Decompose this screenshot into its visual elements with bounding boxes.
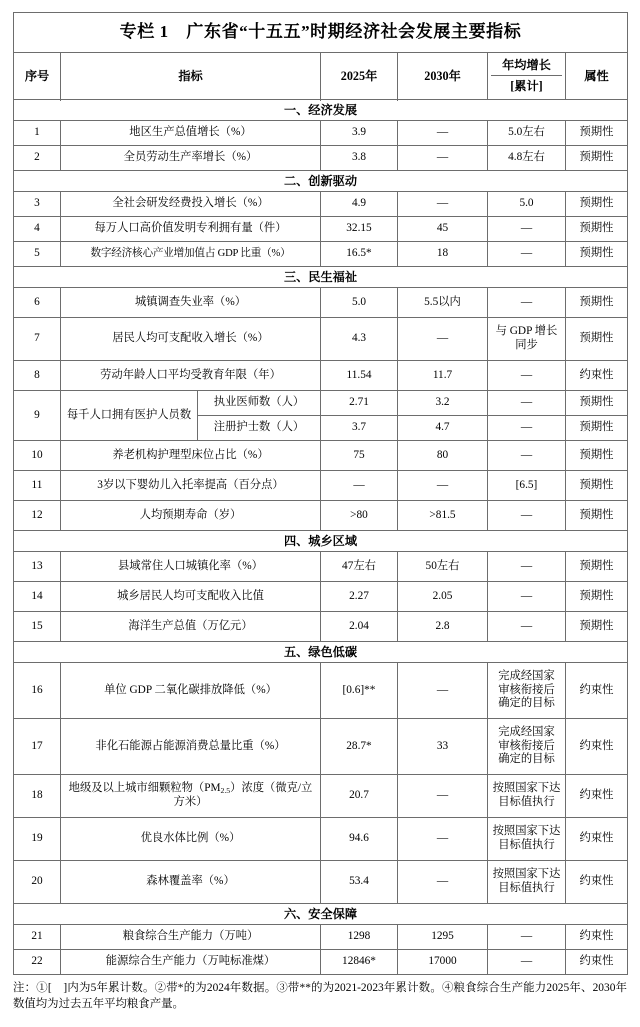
row-attribute: 约束性: [566, 925, 628, 950]
column-header-growth: [488, 53, 566, 100]
row-attribute: 预期性: [566, 288, 628, 318]
growth-line-1: 完成经国家: [498, 725, 555, 738]
column-header-growth-top: 年均增长: [491, 55, 562, 76]
row-number: 10: [14, 441, 61, 471]
row-value-growth: —: [488, 361, 566, 391]
row-value-2025: 4.9: [321, 192, 398, 217]
row-attribute: 预期性: [566, 612, 628, 642]
row-attribute: 约束性: [566, 861, 628, 904]
row-value-growth: —: [488, 391, 566, 416]
indicator-text-pre: 地级及以上城市细颗粒物（PM: [68, 782, 221, 795]
row-value-2025: 47左右: [321, 552, 398, 582]
row-number: 11: [14, 471, 61, 501]
row-value-2030: 17000: [398, 950, 488, 975]
row-value-growth: 5.0左右: [488, 121, 566, 146]
growth-line-1: 按照国家下达: [492, 782, 561, 795]
row-value-2025: 32.15: [321, 217, 398, 242]
row-value-2025: 3.7: [321, 416, 398, 441]
row-number: 21: [14, 925, 61, 950]
row-indicator: 养老机构护理型床位占比（%）: [61, 441, 321, 471]
growth-line-1: 完成经国家: [498, 669, 555, 682]
row-attribute: 约束性: [566, 719, 628, 775]
row-value-2030: —: [398, 663, 488, 719]
growth-line-2: 审核衔接后: [498, 683, 555, 696]
section-heading-1: 一、经济发展: [14, 100, 628, 121]
table-row: [14, 192, 628, 217]
row-value-2030: 80: [398, 441, 488, 471]
row-number: 3: [14, 192, 61, 217]
section-header-row: [14, 100, 628, 121]
table-row: [14, 361, 628, 391]
row-number: 20: [14, 861, 61, 904]
row-indicator: 优良水体比例（%）: [61, 818, 321, 861]
row-value-2025: 2.04: [321, 612, 398, 642]
row-number: 15: [14, 612, 61, 642]
row-value-2025: 5.0: [321, 288, 398, 318]
section-heading-2: 二、创新驱动: [14, 171, 628, 192]
row-value-2025: 16.5*: [321, 242, 398, 267]
row-attribute: 约束性: [566, 818, 628, 861]
row-sub-indicator: 注册护士数（人）: [198, 416, 321, 441]
row-value-growth: —: [488, 552, 566, 582]
row-indicator: 数字经济核心产业增加值占 GDP 比重（%）: [61, 242, 321, 267]
row-indicator: 人均预期寿命（岁）: [61, 501, 321, 531]
column-header-attribute: 属性: [566, 53, 628, 100]
row-number: 13: [14, 552, 61, 582]
section-header-row: [14, 904, 628, 925]
page-title: 专栏 1 广东省“十五五”时期经济社会发展主要指标: [14, 13, 628, 53]
row-attribute: 约束性: [566, 950, 628, 975]
row-number: 16: [14, 663, 61, 719]
header-row: [14, 53, 628, 100]
table-row: [14, 146, 628, 171]
column-header-indicator: 指标: [61, 53, 321, 100]
row-value-growth: —: [488, 925, 566, 950]
row-indicator: [61, 775, 321, 818]
row-value-2025: 94.6: [321, 818, 398, 861]
row-number: 2: [14, 146, 61, 171]
row-number: 14: [14, 582, 61, 612]
row-value-growth: [488, 861, 566, 904]
row-value-2030: —: [398, 818, 488, 861]
row-attribute: 约束性: [566, 775, 628, 818]
row-value-2025: 3.9: [321, 121, 398, 146]
growth-line-1: 与 GDP 增长: [495, 325, 558, 338]
column-header-seq: 序号: [14, 53, 61, 100]
growth-line-2: 目标值执行: [498, 796, 555, 808]
row-value-2025: 2.71: [321, 391, 398, 416]
row-attribute: 预期性: [566, 441, 628, 471]
row-value-growth: [488, 719, 566, 775]
row-value-2030: 4.7: [398, 416, 488, 441]
row-number: 8: [14, 361, 61, 391]
row-attribute: 预期性: [566, 121, 628, 146]
row-value-2030: —: [398, 146, 488, 171]
row-value-2025: 20.7: [321, 775, 398, 818]
section-header-row: [14, 171, 628, 192]
section-header-row: [14, 531, 628, 552]
row-sub-indicator: 执业医师数（人）: [198, 391, 321, 416]
row-value-growth: —: [488, 950, 566, 975]
section-heading-4: 四、城乡区域: [14, 531, 628, 552]
table-row: [14, 441, 628, 471]
row-value-growth: [488, 663, 566, 719]
row-indicator: 粮食综合生产能力（万吨）: [61, 925, 321, 950]
table-row: [14, 818, 628, 861]
table-row: [14, 950, 628, 975]
row-value-2025: 11.54: [321, 361, 398, 391]
row-value-2030: 18: [398, 242, 488, 267]
row-attribute: 预期性: [566, 242, 628, 267]
row-indicator: 3岁以下婴幼儿入托率提高（百分点）: [61, 471, 321, 501]
row-number: 5: [14, 242, 61, 267]
column-header-year-2030: 2030年: [398, 53, 488, 100]
row-indicator: 森林覆盖率（%）: [61, 861, 321, 904]
row-value-growth: —: [488, 217, 566, 242]
row-number: 4: [14, 217, 61, 242]
growth-line-1: 按照国家下达: [492, 825, 561, 838]
row-number: 1: [14, 121, 61, 146]
row-attribute: 预期性: [566, 192, 628, 217]
row-value-2030: 33: [398, 719, 488, 775]
table-title-row: [14, 13, 628, 53]
row-indicator-group: 每千人口拥有医护人员数: [61, 391, 198, 441]
row-value-2030: —: [398, 861, 488, 904]
row-value-growth: —: [488, 582, 566, 612]
row-value-2025: 53.4: [321, 861, 398, 904]
row-indicator: 每万人口高价值发明专利拥有量（件）: [61, 217, 321, 242]
table-row: [14, 775, 628, 818]
table-row: [14, 501, 628, 531]
row-indicator: 海洋生产总值（万亿元）: [61, 612, 321, 642]
row-value-growth: 4.8左右: [488, 146, 566, 171]
row-indicator: 城镇调查失业率（%）: [61, 288, 321, 318]
row-indicator: 地区生产总值增长（%）: [61, 121, 321, 146]
row-indicator: 单位 GDP 二氧化碳排放降低（%）: [61, 663, 321, 719]
row-indicator: 全员劳动生产率增长（%）: [61, 146, 321, 171]
row-value-2025: 4.3: [321, 318, 398, 361]
table-row: [14, 663, 628, 719]
row-number: 9: [14, 391, 61, 441]
row-value-2030: —: [398, 192, 488, 217]
table-row: [14, 582, 628, 612]
row-value-2030: 2.05: [398, 582, 488, 612]
table-row: [14, 318, 628, 361]
table-footnotes: 注：①[ ]内为5年累计数。②带*的为2024年数据。③带**的为2021-2023年累计数。④粮食综合生产能力2025年、2030年数值均为过去五年平均粮食产量。: [13, 982, 627, 1011]
row-number: 12: [14, 501, 61, 531]
row-value-2025: 2.27: [321, 582, 398, 612]
row-value-growth: —: [488, 501, 566, 531]
row-number: 22: [14, 950, 61, 975]
row-value-2030: 2.8: [398, 612, 488, 642]
row-value-2030: 11.7: [398, 361, 488, 391]
table-row: [14, 552, 628, 582]
row-value-growth: —: [488, 288, 566, 318]
growth-line-2: 目标值执行: [498, 882, 555, 894]
row-indicator: 非化石能源占能源消费总量比重（%）: [61, 719, 321, 775]
table-row: [14, 217, 628, 242]
section-heading-3: 三、民生福祉: [14, 267, 628, 288]
growth-line-3: 确定的目标: [498, 697, 555, 710]
row-value-2025: 75: [321, 441, 398, 471]
row-value-growth: —: [488, 612, 566, 642]
table-row: [14, 861, 628, 904]
row-number: 7: [14, 318, 61, 361]
row-attribute: 约束性: [566, 361, 628, 391]
row-value-growth: [6.5]: [488, 471, 566, 501]
row-number: 6: [14, 288, 61, 318]
row-indicator: 全社会研发经费投入增长（%）: [61, 192, 321, 217]
row-attribute: 约束性: [566, 663, 628, 719]
row-value-2030: 1295: [398, 925, 488, 950]
table-row: [14, 121, 628, 146]
row-indicator: 劳动年龄人口平均受教育年限（年）: [61, 361, 321, 391]
row-value-2025: —: [321, 471, 398, 501]
row-value-2030: 3.2: [398, 391, 488, 416]
row-value-growth: —: [488, 242, 566, 267]
row-attribute: 预期性: [566, 501, 628, 531]
row-value-growth: —: [488, 441, 566, 471]
row-value-2025: 12846*: [321, 950, 398, 975]
row-value-2030: —: [398, 775, 488, 818]
row-attribute: 预期性: [566, 552, 628, 582]
section-header-row: [14, 642, 628, 663]
row-value-2025: 1298: [321, 925, 398, 950]
table-row: [14, 288, 628, 318]
growth-line-1: 按照国家下达: [492, 868, 561, 881]
row-value-2030: —: [398, 121, 488, 146]
table-row: [14, 612, 628, 642]
row-value-growth: [488, 775, 566, 818]
row-value-growth: —: [488, 416, 566, 441]
row-value-2030: —: [398, 471, 488, 501]
indicator-text-post: ）浓度（微克/立方米）: [173, 782, 313, 808]
row-indicator: 能源综合生产能力（万吨标准煤）: [61, 950, 321, 975]
growth-line-2: 目标值执行: [498, 839, 555, 851]
row-attribute: 预期性: [566, 416, 628, 441]
row-value-2030: 5.5以内: [398, 288, 488, 318]
row-attribute: 预期性: [566, 217, 628, 242]
row-attribute: 预期性: [566, 318, 628, 361]
row-indicator: 居民人均可支配收入增长（%）: [61, 318, 321, 361]
row-number: 18: [14, 775, 61, 818]
row-indicator: 县域常住人口城镇化率（%）: [61, 552, 321, 582]
row-value-2025: 28.7*: [321, 719, 398, 775]
table-row: [14, 391, 628, 416]
growth-line-2: 审核衔接后: [498, 739, 555, 752]
row-value-growth: [488, 318, 566, 361]
growth-line-3: 确定的目标: [498, 753, 555, 766]
growth-line-2: 同步: [515, 339, 538, 351]
column-header-year-2025: 2025年: [321, 53, 398, 100]
row-indicator: 城乡居民人均可支配收入比值: [61, 582, 321, 612]
row-value-2030: 50左右: [398, 552, 488, 582]
row-value-2030: >81.5: [398, 501, 488, 531]
table-row: [14, 242, 628, 267]
row-attribute: 预期性: [566, 391, 628, 416]
row-value-2030: 45: [398, 217, 488, 242]
row-value-growth: 5.0: [488, 192, 566, 217]
section-heading-6: 六、安全保障: [14, 904, 628, 925]
row-attribute: 预期性: [566, 146, 628, 171]
table-row: [14, 471, 628, 501]
row-number: 17: [14, 719, 61, 775]
row-value-2025: >80: [321, 501, 398, 531]
indicators-table: [13, 12, 628, 975]
section-header-row: [14, 267, 628, 288]
row-value-2025: 3.8: [321, 146, 398, 171]
section-heading-5: 五、绿色低碳: [14, 642, 628, 663]
row-value-growth: [488, 818, 566, 861]
table-row: [14, 925, 628, 950]
pm25-subscript: 2.5: [220, 786, 231, 796]
column-header-growth-bottom: [累计]: [510, 79, 543, 93]
row-number: 19: [14, 818, 61, 861]
row-attribute: 预期性: [566, 471, 628, 501]
table-row: [14, 719, 628, 775]
row-attribute: 预期性: [566, 582, 628, 612]
row-value-2025: [0.6]**: [321, 663, 398, 719]
row-value-2030: —: [398, 318, 488, 361]
